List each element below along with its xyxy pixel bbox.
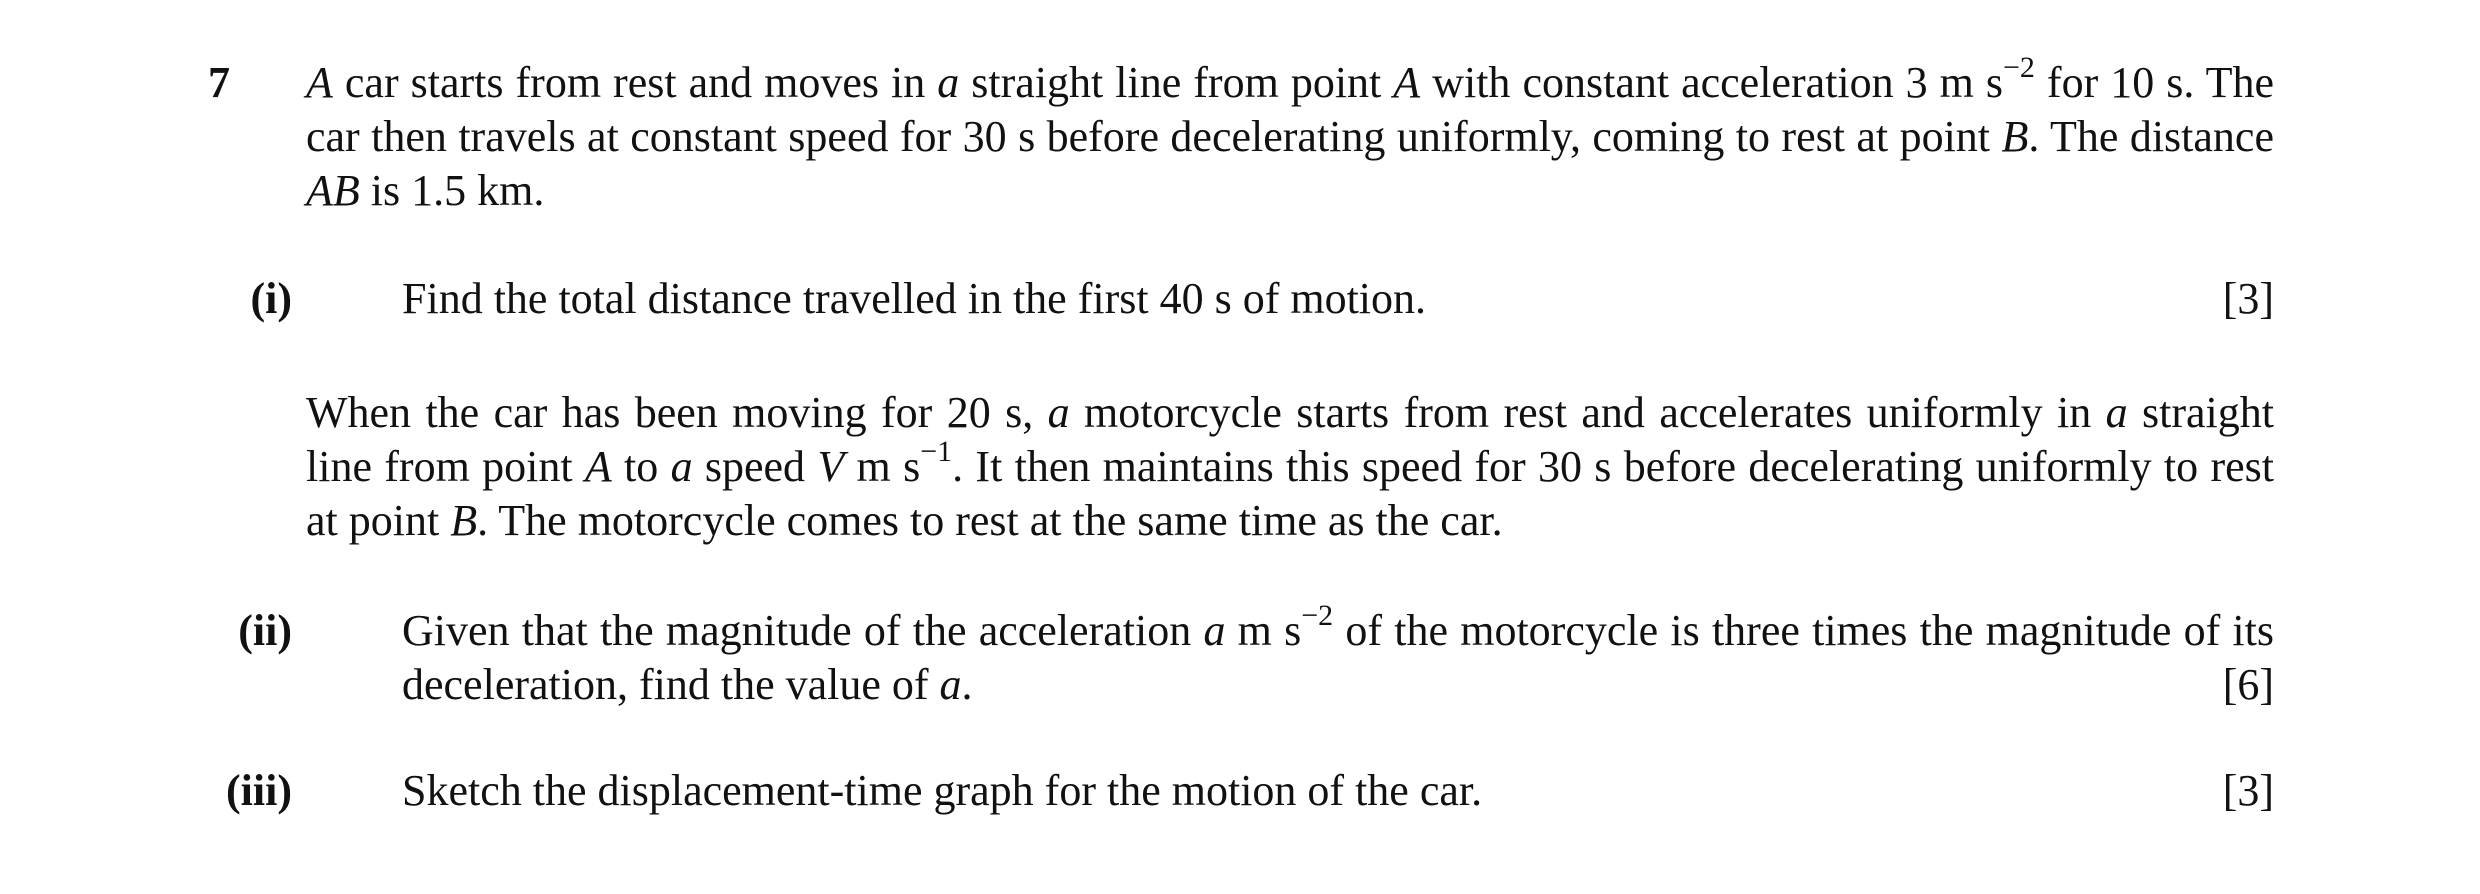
- part-i-text: Find the total distance travelled in the first 40 s of motion.: [402, 274, 1427, 323]
- question-context-text: When the car has been moving for 20 s, a motorcycle starts from rest and accelerates uniformly in a straight line from point A to a speed V m $s^{-1}$. It then maintains this speed for 30 s before decelerating uniformly to rest at point B. The motorcycle comes to rest at the same time as the car.: [306, 388, 2274, 545]
- part-i-label: (i): [250, 274, 292, 323]
- part-ii-label: (ii): [238, 606, 292, 655]
- part-iii-text: Sketch the displacement-time graph for the motion of the car.: [402, 766, 1483, 815]
- part-ii-text-rendered: Given that the magnitude of the acceleration a m $s^{-2}$ of the motorcycle is three times the magnitude of its deceleration, find the value of a.: [402, 599, 2275, 709]
- part-iii: [226, 764, 2274, 818]
- part-iii-marks: [3]: [2222, 766, 2274, 815]
- part-iii-label: (iii): [226, 766, 292, 815]
- question-context: [306, 386, 2274, 548]
- question-number: 7: [208, 58, 230, 107]
- part-ii-text: [306, 599, 2275, 712]
- part-i-marks: [3]: [2222, 274, 2274, 323]
- part-ii: [238, 599, 2275, 712]
- question-intro: [306, 51, 2274, 218]
- part-i: [250, 272, 2274, 326]
- question-intro-text: A car starts from rest and moves in a straight line from point A with constant acceleration 3 m $s^{-2}$ for 10 s. The car then travels at constant speed for 30 s before decelerating uniformly, coming to rest at point B. The distance AB is 1.5 km.: [306, 51, 2274, 215]
- part-ii-marks: [6]: [2222, 660, 2274, 709]
